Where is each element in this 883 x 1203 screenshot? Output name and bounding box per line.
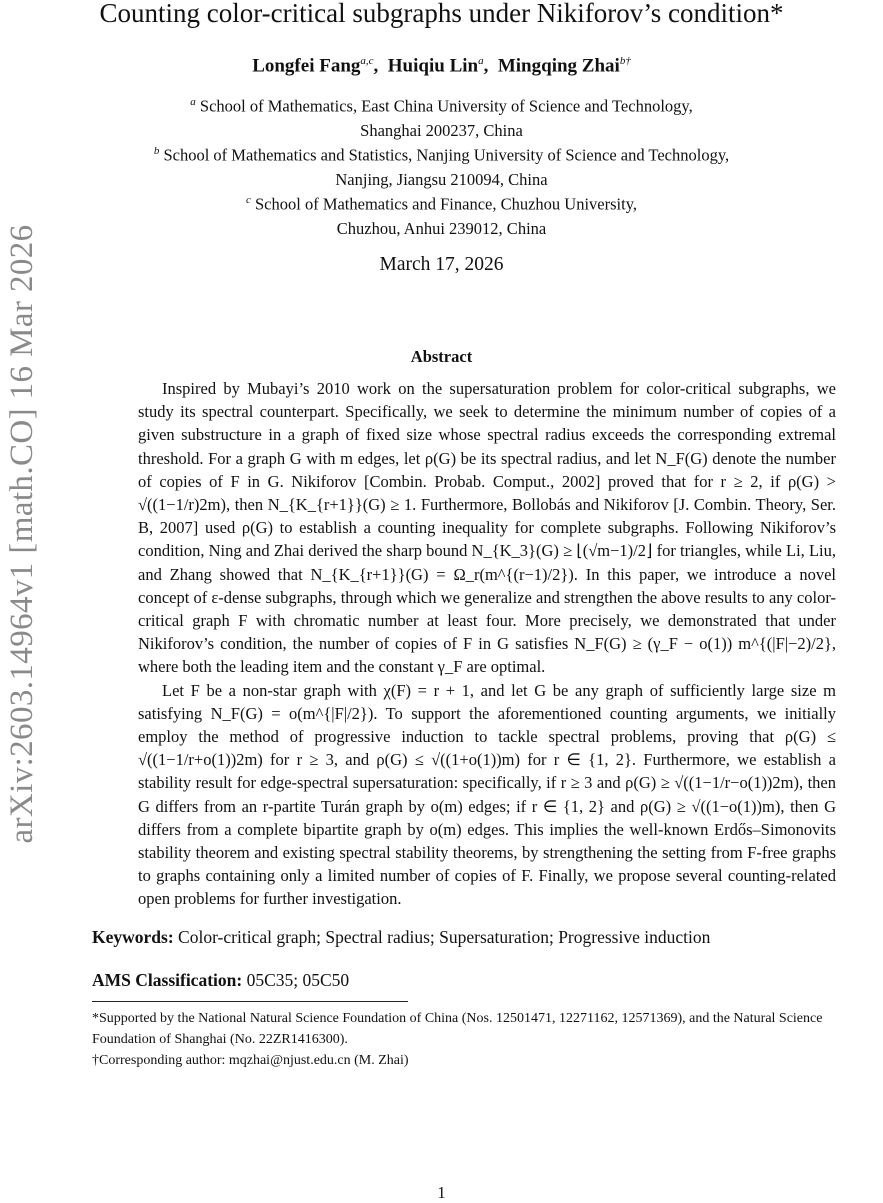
affiliation-c [0,188,883,241]
abstract-paragraph-2: Let F be a non-star graph with χ(F) = r + 1, and let G be any graph of sufficiently large size m satisfying N_F(G) = o(m^{|F|/2}). To support the aforementioned counting arguments, we initially employ the method of progressive induction to tackle spectral problems, proving that ρ(G) ≤ √((1−1/r+o(1))2m) for r ≥ 3, and ρ(G) ≤ √((1+o(1))m) for r ∈ {1, 2}. Furthermore, we establish a stability result for edge-spectral supersaturation: specifically, if r ≥ 3 and ρ(G) ≥ √((1−1/r−o(1))2m), then G differs from an r-partite Turán graph by o(m) edges; if r ∈ {1, 2} and ρ(G) ≥ √((1−o(1))m), then G differs from a complete bipartite graph by o(m) edges. This implies the well-known Erdős–Simonovits stability theorem and existing spectral stability theorems, by strengthening the setting from F-free graphs to graphs containing only a limited number of copies of F. Finally, we propose several counting-related open problems for further investigation. [138,680,836,909]
keywords-line [92,927,852,948]
author-mark: a [478,55,484,67]
author-name: Huiqiu Lin [387,55,479,77]
affiliation-line: School of Mathematics and Statistics, Nanjing University of Science and Technology, [163,145,730,165]
footnotes [92,1008,883,1071]
footnote-funding: *Supported by the National Natural Science Foundation of China (Nos. 12501471, 12271162, 12571369), and the Natural Science Foundation of Shanghai (No. 22ZR1416300). [92,1011,823,1047]
affiliation-mark: b [153,145,160,157]
author-name: Mingqing Zhai [497,55,620,77]
affiliation-line: Nanjing, Jiangsu 210094, China [335,169,548,189]
affiliation-b [0,139,883,192]
abstract-paragraph-1: Inspired by Mubayi’s 2010 work on the supersaturation problem for color-critical subgraphs, we study its spectral counterpart. Specifically, we seek to determine the minimum number of copies of a given substructure in a graph of fixed size whose spectral radius exceeds the corresponding extremal threshold. For a graph G with m edges, let ρ(G) be its spectral radius, and let N_F(G) denote the number of copies of F in G. Nikiforov [Combin. Probab. Comput., 2002] proved that for r ≥ 2, if ρ(G) > √((1−1/r)2m), then N_{K_{r+1}}(G) ≥ 1. Furthermore, Bollobás and Nikiforov [J. Combin. Theory, Ser. B, 2007] used ρ(G) to establish a counting inequality for complete subgraphs. Following Nikiforov’s condition, Ning and Zhai derived the sharp bound N_{K_3}(G) ≥ ⌊(√m−1)/2⌋ for triangles, while Li, Liu, and Zhang showed that N_{K_{r+1}}(G) = Ω_r(m^{(r−1)/2}). In this paper, we introduce a novel concept of ε-dense subgraphs, through which we generalize and strengthen the above results to any color-critical graph F with chromatic number at least four. More precisely, we demonstrated that under Nikiforov’s condition, the number of copies of F in G satisfies N_F(G) ≥ (γ_F − o(1)) m^{(|F|−2)/2}, where both the leading item and the constant γ_F are optimal. [138,379,836,677]
author-mark: b† [619,55,631,67]
ams-label: AMS Classification: [92,970,243,990]
ams-text: 05C35; 05C50 [246,970,350,990]
affiliation-line: School of Mathematics, East China University of Science and Technology, [199,96,693,116]
affiliation-mark: c [245,194,251,206]
footnote-corresponding-author: †Corresponding author: mqzhai@njust.edu.cn (M. Zhai) [92,1053,409,1068]
affiliation-line: School of Mathematics and Finance, Chuzhou University, [254,194,638,214]
keywords-label: Keywords: [92,927,174,947]
affiliation-line: Chuzhou, Anhui 239012, China [336,218,547,238]
affiliation-mark: a [190,96,196,108]
paper-date: March 17, 2026 [379,254,504,275]
abstract-heading: Abstract [410,347,473,366]
ams-classification-line [92,970,852,991]
page-number: 1 [437,1183,446,1202]
footnote-rule [92,1001,408,1002]
author-mark: a,c [360,55,374,67]
keywords-text: Color-critical graph; Spectral radius; Supersaturation; Progressive induction [178,927,711,947]
author-name: Longfei Fang [252,55,361,77]
affiliation-line: Shanghai 200237, China [360,120,523,140]
abstract-body [138,377,836,911]
paper-title: Counting color-critical subgraphs under Nikiforov’s condition* [99,0,784,28]
affiliation-a [0,90,883,143]
arxiv-identifier-stamp: arXiv:2603.14964v1 [math.CO] 16 Mar 2026 [4,224,40,844]
author-list: Longfei Fang$^{a,c}$, Huiqiu Lin$^a$, Mingqing Zhai$^{b\dagger}$ [252,55,631,77]
